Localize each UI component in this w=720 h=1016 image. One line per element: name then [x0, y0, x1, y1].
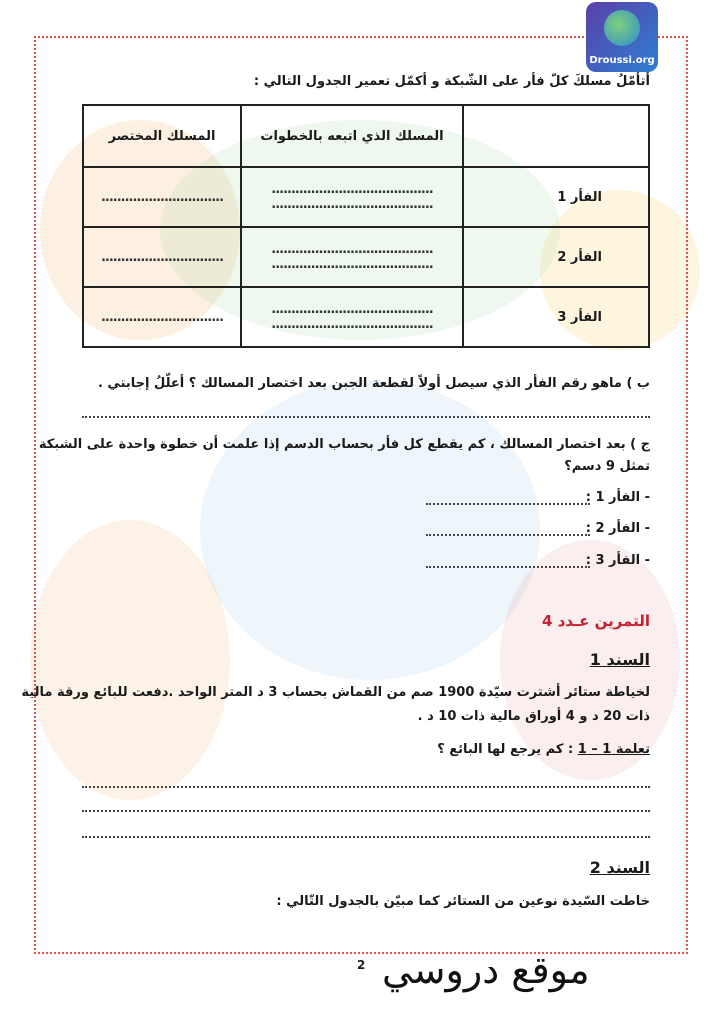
table-header-path: المسلك الذي اتبعه بالخطوات: [241, 105, 463, 167]
answer-line[interactable]: [82, 810, 650, 812]
table-row: [83, 227, 649, 287]
site-logo: [586, 2, 658, 72]
question-c-line1: ج ) بعد اختصار المسالك ، كم يقطع كل فأر بحساب الدسم إذا علمت أن خطوة واحدة على الشبكة: [38, 437, 650, 452]
table-header-empty: [463, 105, 649, 167]
path-line: .........................................: [271, 242, 433, 257]
task-label: تعلمة 1 – 1: [577, 742, 650, 757]
answer-label-mouse-2: - الفأر 2 :: [585, 521, 650, 536]
answer-line-mouse-1[interactable]: [426, 503, 590, 505]
globe-icon: [604, 10, 640, 46]
watermark-text: موقع دروسي: [382, 948, 590, 992]
path-line: .........................................: [271, 197, 433, 212]
path-line: .........................................: [271, 182, 433, 197]
short-path-cell[interactable]: [83, 287, 241, 347]
mouse-label: الفأر 1: [463, 167, 649, 227]
mouse-label: الفأر 2: [463, 227, 649, 287]
question-b: ب ) ماهو رقم الفأر الذي سيصل أولاً لقطعة الجبن بعد اختصار المسالك ؟ أعلّلُ إجابتي .: [97, 376, 650, 391]
logo-text: Droussi.org: [589, 55, 655, 66]
sanad-1-title: السند 1: [589, 650, 650, 669]
page-number: 2: [357, 958, 366, 972]
answer-line[interactable]: [82, 416, 650, 418]
path-cell[interactable]: [241, 167, 463, 227]
sanad-2-text: خاطت السّيدة نوعين من الستائر كما مبيّن بالجدول التّالي :: [276, 894, 650, 909]
task-question: : كم يرجع لها البائع ؟: [437, 742, 578, 757]
short-path-line: ...............................: [100, 309, 224, 325]
exercise-title: التمرين عـدد 4: [541, 612, 650, 630]
answer-line-mouse-3[interactable]: [426, 566, 590, 568]
answer-label-mouse-3: - الفأر 3 :: [585, 553, 650, 568]
question-c-line2: تمثل 9 دسم؟: [564, 459, 650, 474]
short-path-cell[interactable]: [83, 227, 241, 287]
path-line: .........................................: [271, 302, 433, 317]
task-1-1: [437, 742, 650, 757]
short-path-line: ...............................: [100, 249, 224, 265]
sanad-1-text-line2: ذات 20 د و 4 أوراق مالية ذات 10 د .: [417, 709, 650, 724]
table-instruction: أتأمّلُ مسلكَ كلّ فأر على الشّبكة و أكمّل تعمير الجدول التالي :: [253, 74, 650, 89]
answer-line[interactable]: [82, 786, 650, 788]
sanad-2-title: السند 2: [589, 858, 650, 877]
path-cell[interactable]: [241, 287, 463, 347]
table-row: [83, 167, 649, 227]
answer-line[interactable]: [82, 836, 650, 838]
mouse-path-table: [82, 104, 650, 348]
short-path-cell[interactable]: [83, 167, 241, 227]
sanad-1-text-line1: لخياطة ستائر أشترت سيّدة 1900 صم من القماش بحساب 3 د المتر الواحد .دفعت للبائع ورقة مالية: [21, 685, 650, 700]
answer-line-mouse-2[interactable]: [426, 534, 590, 536]
path-line: .........................................: [271, 317, 433, 332]
table-row: [83, 287, 649, 347]
path-cell[interactable]: [241, 227, 463, 287]
table-header-short: المسلك المختصر: [83, 105, 241, 167]
short-path-line: ...............................: [100, 189, 224, 205]
mouse-label: الفأر 3: [463, 287, 649, 347]
path-line: .........................................: [271, 257, 433, 272]
answer-label-mouse-1: - الفأر 1 :: [585, 490, 650, 505]
table-header-row: [83, 105, 649, 167]
